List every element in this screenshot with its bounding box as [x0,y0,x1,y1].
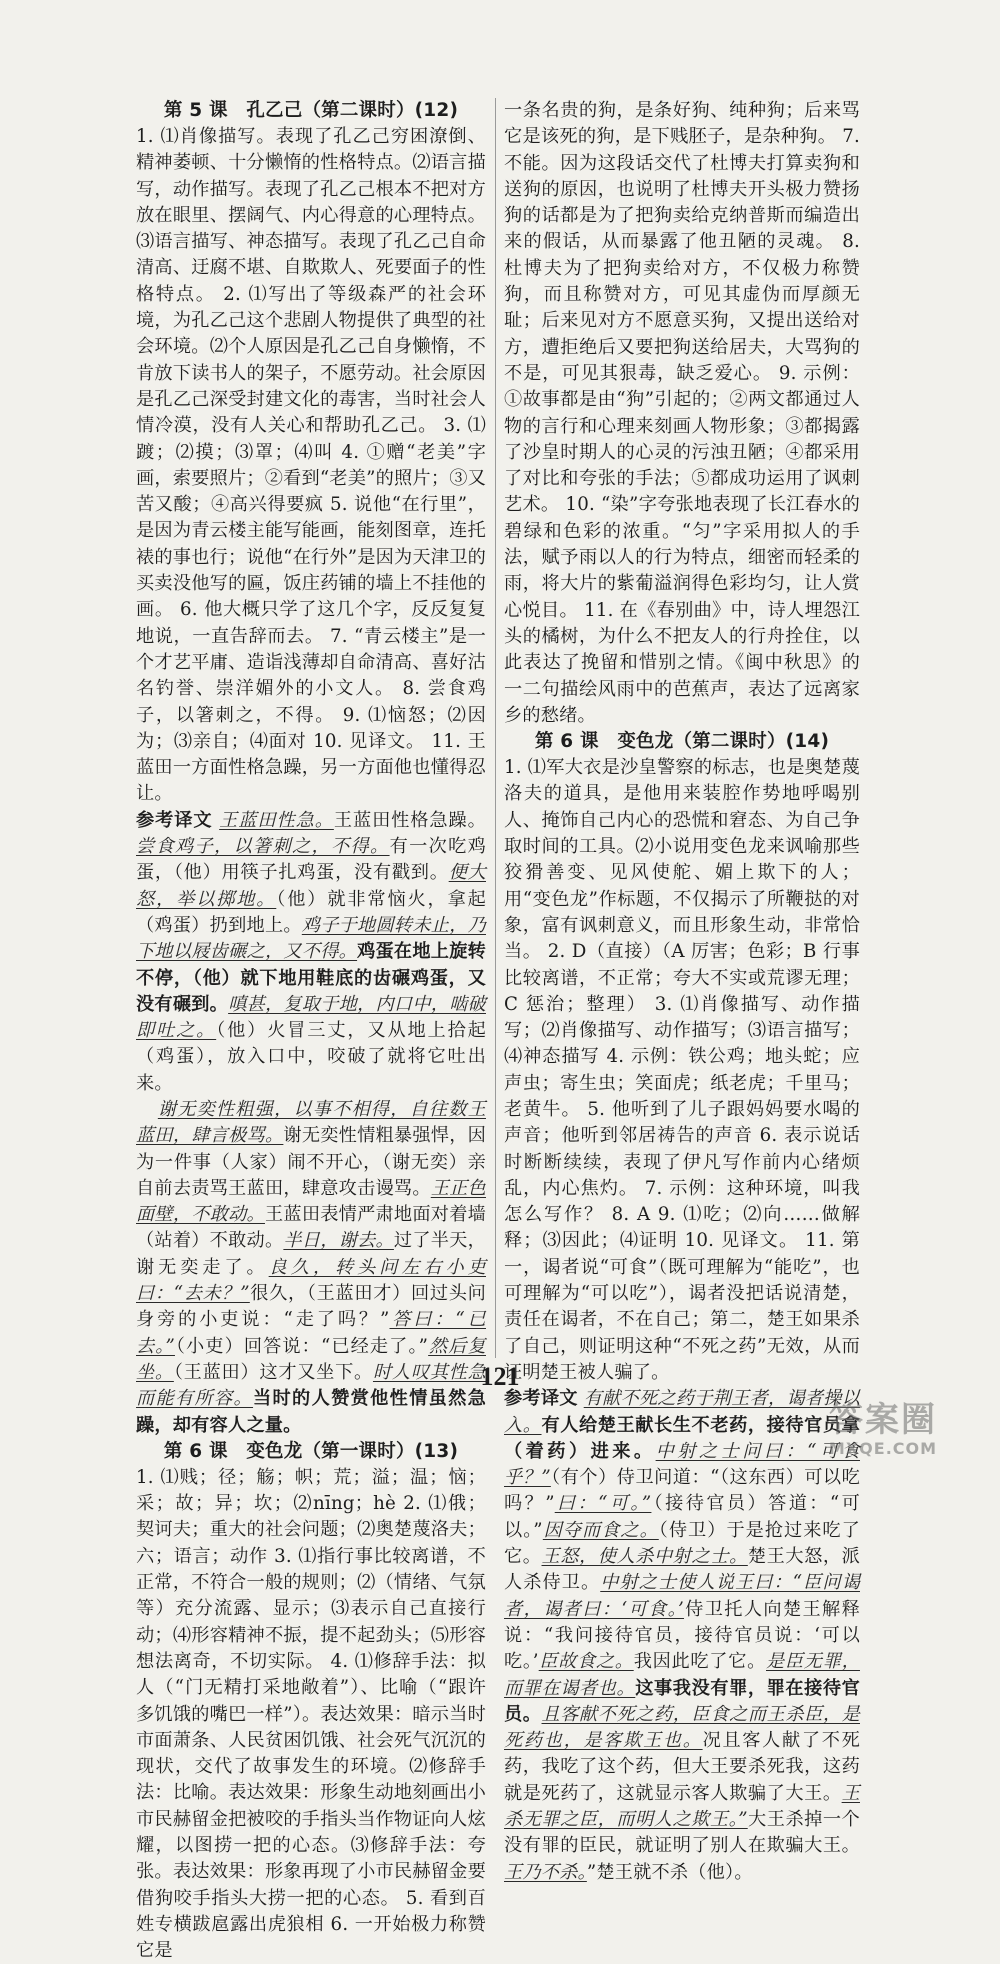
classical-text: 臣故食之。 [538,1651,634,1673]
watermark-url: MXQE.COM [828,1439,938,1458]
translation-text: 王蓝田性格急躁。 [333,809,487,831]
classical-text: 王蓝田性急。 [219,809,334,831]
classical-text: 便大怒，举以掷地。 [136,862,486,910]
ref-label: 参考译文 [504,1388,578,1410]
translation-text: （有个）侍卫问道：“（这东西）可以吃吗？” [504,1467,860,1515]
classical-text: 半日，谢去。 [283,1230,394,1252]
classical-text: 因夺而食之。 [542,1519,659,1541]
classical-text: 有献不死之药于荆王者，谒者操以入。 [504,1388,860,1436]
classical-text: 嗔甚，复取于地，内口中，啮破即吐之。 [136,993,486,1042]
classical-text: 是臣无罪，而罪在谒者也。 [504,1651,860,1699]
left-column [136,98,486,1964]
translation-text: （他）就非常恼火，拿起（鸡蛋）扔到地上。 [136,888,486,936]
translation-text: （接待官员）答道：“可以。” [504,1493,861,1541]
page-number: 121 [480,1362,520,1391]
classical-text: 然后复坐。 [136,1335,486,1383]
translation-text: ”楚王就不杀（他）。 [586,1861,753,1883]
classical-text: 良久，转头问左右小吏曰：“去未？” [136,1256,486,1305]
translation-text: 有一次吃鸡蛋，（他）用筷子扎鸡蛋，没有戳到。 [136,836,486,884]
answers-lesson6-1-continued: 一条名贵的狗，是条好狗、纯种狗；后来骂它是该死的狗，是下贱胚子，是杂种狗。 7. 不能。因为这段话交代了杜博夫打算卖狗和送狗的原因，也说明了杜博夫开头极力赞扬狗的话都是为了把狗卖给克纳普斯而编造出来的假话，从而暴露了他丑陋的灵魂。 8. 杜博夫为了把狗卖给对方，不仅极力称赞狗，而且称赞对方，可见其虚伪而厚颜无耻；后来见对方不愿意买狗，又提出送给对方，遭拒绝后又要把狗送给居夫，大骂狗的不是，可见其狠毒，缺乏爱心。 9. 示例：①故事都是由“狗”引起的；②两文都通过人物的言行和心理来刻画人物形象；③都揭露了沙皇时期人的心灵的污浊丑陋；④都采用了对比和夸张的手法；⑤都成功运用了讽刺艺术。 10. “染”字夸张地表现了长江春水的碧绿和色彩的浓重。“匀”字采用拟人的手法，赋予雨以人的行为特点，细密而轻柔的雨，将大片的紫葡溢润得色彩均匀，让人赏心悦目。 11. 在《春别曲》中，诗人埋怨江头的橘树，为什么不把友人的行舟拴住，以此表达了挽留和惜别之情。《闽中秋思》的一二句描绘风雨中的芭蕉声，表达了远离家乡的愁绪。 [504,100,860,726]
translation-text: 鸡蛋在地上旋转不停，（他）就下地用鞋底的齿碾鸡蛋，又没有碾到。 [136,941,486,1015]
translation-text: （侍卫）于是抢过来吃了它。 [504,1519,860,1568]
translation-text: 有人给楚王献长生不老药，接待官员拿（着药）进来。 [504,1414,860,1462]
translation-text: （小吏）回答说：“已经走了。” [174,1335,429,1357]
answers-lesson5: 1. ⑴肖像描写。表现了孔乙己穷困潦倒、精神萎顿、十分懒惰的性格特点。⑵语言描写，动作描写。表现了孔乙己根本不把对方放在眼里、摆阔气、内心得意的心理特点。⑶语言描写、神态描写。表现了孔乙己自命清高、迂腐不堪、自欺欺人、死要面子的性格特点。 2. ⑴写出了等级森严的社会环境，为孔乙己这个悲剧人物提供了典型的社会环境。⑵个人原因是孔乙己自身懒惰，不肯放下读书人的架子，不愿劳动。社会原因是孔乙己深受封建文化的毒害，当时社会人情冷漠，没有人关心和帮助孔乙己。 3. ⑴踱；⑵摸；⑶罩；⑷叫 4. ①赠“老美”字画，索要照片；②看到“老美”的照片；③又苦又酸；④高兴得要疯 5. 说他“在行里”，是因为青云楼主能写能画，能刻图章，连托裱的事也行；说他“在行外”是因为天津卫的买卖没他写的匾，饭庄药铺的墙上不挂他的画。 6. 他大概只学了这几个字，反反复复地说，一直告辞而去。 7. “青云楼主”是一个才艺平庸、造诣浅薄却自命清高、喜好沽名钓誉、崇洋媚外的小文人。 8. 尝食鸡子，以箸刺之，不得。 9. ⑴恼怒；⑵因为；⑶亲自；⑷面对 10. 见译文。 11. 王蓝田一方面性格急躁，另一方面他也懂得忍让。 [136,126,486,805]
translation-text: 王蓝田表情严肃地面对着墙（站着）不敢动。 [136,1204,487,1252]
reference-translation-3 [504,1386,860,1886]
classical-text: 王乃不杀。 [504,1861,587,1883]
ref-label: 参考译文 [136,809,213,831]
classical-text: 尝食鸡子，以箸刺之，不得。 [136,836,390,858]
right-column [504,98,860,1886]
translation-text: 谢无奕性情粗暴强悍，因为一件事（人家）闹不开心，（谢无奕）亲自前去责骂王蓝田，肆意攻击谩骂。 [136,1125,487,1199]
column-divider [495,98,496,1358]
classical-text: 且客献不死之药，臣食之而王杀臣，是死药也，是客欺王也。 [504,1703,860,1752]
classical-text: 答曰：“已去。” [136,1309,486,1357]
watermark-logo [788,1401,978,1461]
classical-text: 中射之士问曰：“可食乎？” [504,1440,860,1489]
lesson-title-6-2: 第 6 课 变色龙（第二课时）(14) [534,731,830,753]
translation-text: （王蓝田）这才又坐下。 [173,1361,373,1383]
translation-text: 过了半天，谢无奕走了。 [136,1230,486,1278]
reference-translation-1 [136,808,486,1097]
translation-text: 当时的人赞赏他性情虽然急躁，却有容人之量。 [136,1388,487,1436]
translation-text: 大王杀掉一个没有罪的臣民，就证明了别人在欺骗大王。 [504,1809,860,1857]
classical-text: 王怒，使人杀中射之士。 [541,1546,748,1568]
classical-text: 王杀无罪之臣，而明人之欺王。” [504,1782,860,1830]
classical-text: 谢无奕性粗强，以事不相得，自往数王蓝田，肆言极骂。 [136,1098,486,1147]
translation-text: 我因此吃了它。 [633,1651,766,1673]
classical-text: 中射之士使人说王曰：“臣问谒者，谒者曰：‘可食。’ [504,1572,860,1620]
classical-text: 鸡子于地圆转未止，乃下地以屐齿碾之，又不得。 [136,914,486,963]
translation-text: 况且客人献了不死药，我吃了这个药，但大王要杀死我，这药就是死药了，这就显示客人欺骗了大王。 [504,1730,860,1804]
translation-text: 这事我没有罪，罪在接待官员。 [504,1677,860,1725]
translation-text: 很久，（王蓝田才）回过头问身旁的小吏说：“走了吗？” [136,1283,486,1331]
translation-text: 侍卫托人向楚王解释说：“我问接待官员，接待官员说：‘可以吃。’ [504,1598,860,1673]
translation-text: 楚王大怒，派人杀侍卫。 [504,1546,860,1594]
translation-text: （他）火冒三丈，又从地上拾起（鸡蛋），放入口中，咬破了就将它吐出来。 [136,1020,486,1094]
answers-lesson6-2: 1. ⑴军大衣是沙皇警察的标志，也是奥楚蔑洛夫的道具，是他用来装腔作势地呼喝别人、掩饰自己内心的恐慌和窘态、为自己争取时间的工具。⑵小说用变色龙来讽喻那些狡猾善变、见风使舵、媚上欺下的人；用“变色龙”作标题，不仅揭示了所鞭挞的对象，富有讽刺意义，而且形象生动，非常恰当。 2. D（直接）（A 厉害；色彩；B 行事比较离谱，不正常；夸大不实或荒谬无理；C 惩治；整理） 3. ⑴肖像描写、动作描写；⑵肖像描写、动作描写；⑶语言描写；⑷神态描写 4. 示例：铁公鸡；地头蛇；应声虫；寄生虫；笑面虎；纸老虎；千里马；老黄牛。 5. 他听到了儿子跟妈妈要水喝的声音；他听到邻居祷告的声音 6. 表示说话时断断续续，表现了伊凡写作前内心绪烦乱，内心焦灼。 7. 示例：这种环境，叫我怎么写作？ 8. A 9. ⑴吃；⑵向……做解释；⑶因此；⑷证明 10. 见译文。 11. 第一，谒者说“可食”（既可理解为“能吃”，也可理解为“可以吃”），谒者没把话说清楚，责任在谒者，不在自己；第二，楚王如果杀了自己，则证明这种“不死之药”无效，从而证明楚王被人骗了。 [504,757,860,1383]
classical-text: 曰：“可。” [554,1493,652,1515]
lesson-title-5-2: 第 5 课 孔乙己（第二课时）(12) [163,100,459,121]
lesson-title-6-1: 第 6 课 变色龙（第一课时）(13) [163,1440,459,1462]
classical-text: 时人叹其性急而能有所容。 [136,1361,486,1410]
classical-text: 王正色面壁，不敢动。 [136,1177,486,1226]
answers-lesson6-1: 1. ⑴贱；径；觞；帜；荒；溢；温；恼；采；故；异；坎；⑵nīng；hè 2. ⑴俄；契诃夫；重大的社会问题；⑵奥楚蔑洛夫；六；语言；动作 3. ⑴指行事比较离谱，不正常，不符合一般的规则；⑵（情绪、气氛等）充分流露、显示；⑶表示自己直接行动；⑷形容精神不振，提不起劲头；⑸形容想法离奇，不切实际。 4. ⑴修辞手法：拟人（“门无精打采地敞着”）、比喻（“跟许多饥饿的嘴巴一样”）。表达效果：暗示当时市面萧条、人民贫困饥饿、社会死气沉沉的现状，交代了故事发生的环境。⑵修辞手法：比喻。表达效果：形象生动地刻画出小市民赫留金把被咬的手指头当作物证向人炫耀，以图捞一把的心态。⑶修辞手法：夸张。表达效果：形象再现了小市民赫留金要借狗咬手指头大捞一把的心态。 5. 看到百姓专横跋扈露出虎狼相 6. 一开始极力称赞它是 [136,1466,486,1962]
watermark-text: 答案圈 [829,1400,937,1440]
